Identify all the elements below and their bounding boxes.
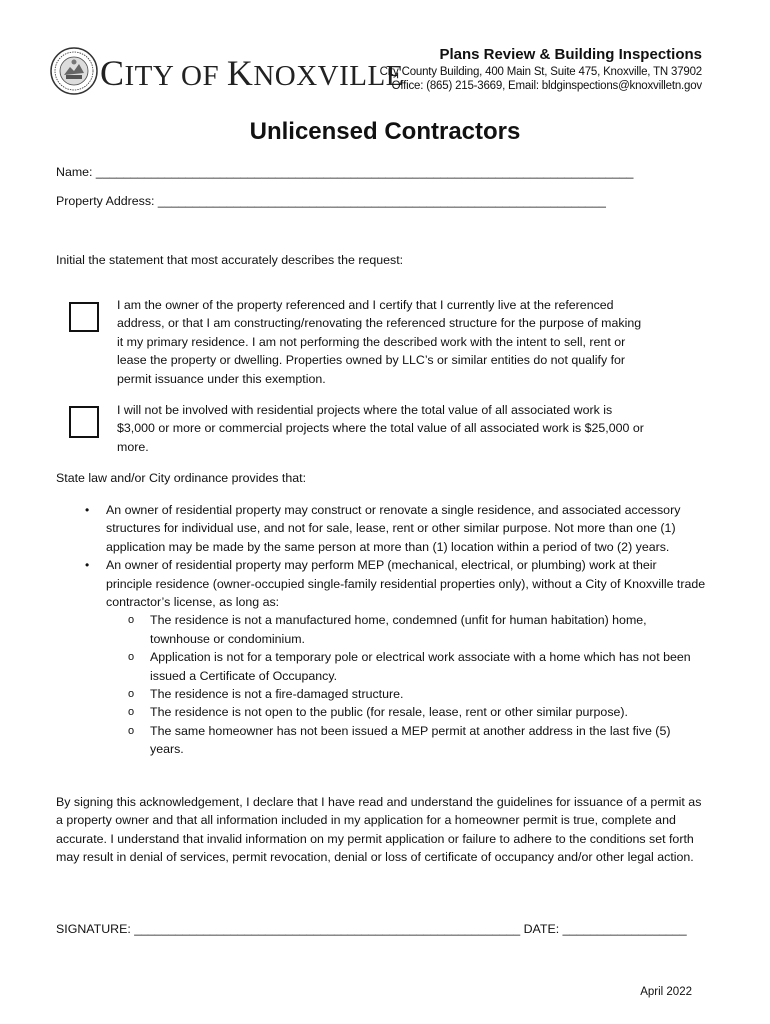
mep-condition-item: o Application is not for a temporary pole or electrical work associate with a home which has not been issued a Certificate of Occupancy. bbox=[150, 648, 706, 685]
law-provisions bbox=[106, 501, 706, 759]
owner-occupant-statement: I am the owner of the property referenced and I certify that I currently live at the referenced address, or that I am constructing/renovating the referenced structure for the purpose of making it my primary residence. I am not performing the described work with the intent to sell, rent or lease the property or dwelling. Properties owned by LLC’s or similar entities do not qualify for permit issuance under this exemption. bbox=[117, 298, 642, 386]
project-value-checkbox[interactable] bbox=[69, 406, 99, 438]
provision-list bbox=[106, 501, 706, 611]
provision-item: • An owner of residential property may construct or renovate a single residence, and associated accessory structures for individual use, and not for sale, lease, rent or other similar purpose. Not more than one (1) application may be made by the same person at more than (1) location within a period of two (2) years. bbox=[106, 501, 706, 556]
law-heading: State law and/or City ordinance provides that: bbox=[56, 471, 307, 485]
mep-condition-item: o The residence is not a fire-damaged structure. bbox=[150, 685, 706, 703]
office-contact: Office: (865) 215-3669, Email: bldginspections@knoxvilletn.gov bbox=[391, 80, 702, 92]
city-seal-icon bbox=[50, 47, 98, 95]
footer-date: April 2022 bbox=[640, 986, 692, 998]
office-title: Plans Review & Building Inspections bbox=[439, 46, 702, 63]
mep-condition-list bbox=[106, 611, 706, 758]
city-logo-text: CITY OF KNOXVILLE bbox=[100, 53, 404, 93]
mep-condition-item: o The residence is not a manufactured home, condemned (unfit for human habitation) home, townhouse or condominium. bbox=[150, 611, 706, 648]
project-value-statement: I will not be involved with residential projects where the total value of all associated work is $3,000 or more or commercial projects where the total value of all associated work is $25,000 or more. bbox=[117, 403, 644, 454]
signature-date-field[interactable]: SIGNATURE: ________________________________________________________ DATE: __________________ bbox=[56, 922, 687, 936]
acknowledgement-text: By signing this acknowledgement, I declare that I have read and understand the guidelines for issuance of a permit as a property owner and that all information included in my application for a homeowner permit is true, complete and accurate. I understand that invalid information on my permit application or failure to adhere to the conditions set forth may result in denial of services, permit revocation, denial or loss of certificate of occupancy and/or other legal action. bbox=[56, 795, 702, 865]
mep-condition-item: o The same homeowner has not been issued a MEP permit at another address in the last five (5) years. bbox=[150, 722, 706, 759]
instruction-text: Initial the statement that most accurately describes the request: bbox=[56, 253, 404, 267]
document-title: Unlicensed Contractors bbox=[249, 118, 521, 145]
property-address-field[interactable]: Property Address: _________________________________________________________________ bbox=[56, 194, 606, 208]
provision-item: • An owner of residential property may perform MEP (mechanical, electrical, or plumbing) work at their principle residence (owner-occupied single-family residential properties only), without a City of Knoxville trade contractor’s license, as long as: bbox=[106, 556, 706, 611]
mep-condition-item: o The residence is not open to the public (for resale, lease, rent or other similar purpose). bbox=[150, 703, 706, 721]
name-field[interactable]: Name: ______________________________________________________________________________ bbox=[56, 165, 634, 179]
owner-occupant-checkbox[interactable] bbox=[69, 302, 99, 332]
office-address: City County Building, 400 Main St, Suite 475, Knoxville, TN 37902 bbox=[379, 66, 702, 78]
